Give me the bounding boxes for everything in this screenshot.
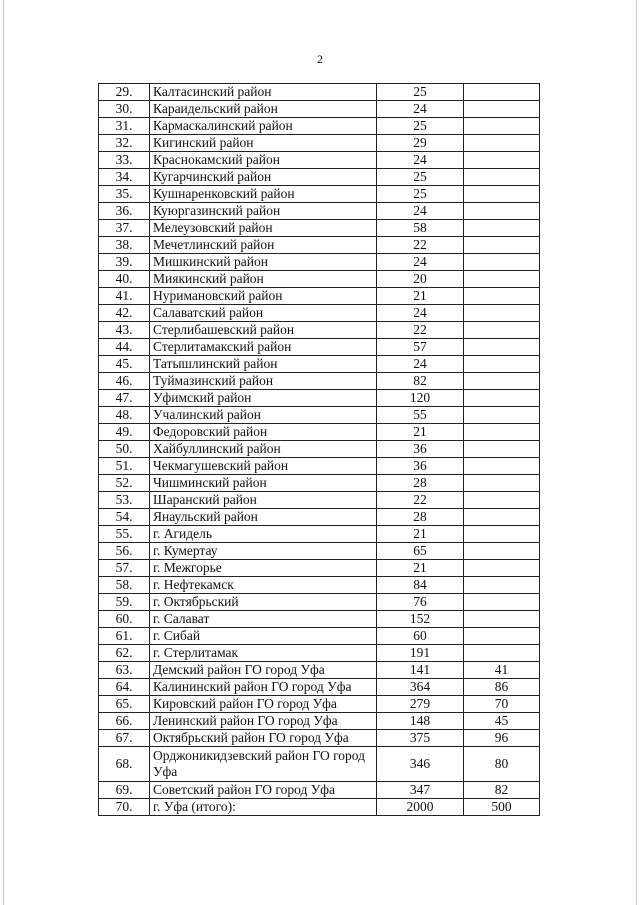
row-name: Орджоникидзевский район ГО город Уфа xyxy=(150,747,377,782)
row-name: г. Межгорье xyxy=(150,560,377,577)
table-row xyxy=(99,271,540,288)
row-value-1: 25 xyxy=(377,186,464,203)
row-value-1: 28 xyxy=(377,475,464,492)
row-number: 48. xyxy=(99,407,150,424)
table-row xyxy=(99,220,540,237)
row-value-1: 24 xyxy=(377,356,464,373)
row-value-2 xyxy=(464,152,540,169)
row-name: Мелеузовский район xyxy=(150,220,377,237)
row-value-1: 24 xyxy=(377,203,464,220)
table-row xyxy=(99,543,540,560)
row-number: 45. xyxy=(99,356,150,373)
table-row xyxy=(99,203,540,220)
table-row xyxy=(99,441,540,458)
row-value-2: 45 xyxy=(464,713,540,730)
row-name: Кировский район ГО город Уфа xyxy=(150,696,377,713)
row-value-1: 346 xyxy=(377,747,464,782)
table-row xyxy=(99,101,540,118)
table-row xyxy=(99,679,540,696)
row-name: Татышлинский район xyxy=(150,356,377,373)
scan-edge-right xyxy=(636,0,637,905)
row-name: Стерлибашевский район xyxy=(150,322,377,339)
row-value-1: 25 xyxy=(377,84,464,101)
row-value-2 xyxy=(464,458,540,475)
row-value-1: 58 xyxy=(377,220,464,237)
row-value-1: 36 xyxy=(377,441,464,458)
table-row xyxy=(99,662,540,679)
row-name: Караидельский район xyxy=(150,101,377,118)
row-value-2 xyxy=(464,526,540,543)
row-name: Уфимский район xyxy=(150,390,377,407)
table-row xyxy=(99,747,540,782)
row-name: Чекмагушевский район xyxy=(150,458,377,475)
row-name: Шаранский район xyxy=(150,492,377,509)
row-number: 46. xyxy=(99,373,150,390)
table-row xyxy=(99,526,540,543)
row-value-2 xyxy=(464,169,540,186)
row-value-2 xyxy=(464,390,540,407)
row-number: 41. xyxy=(99,288,150,305)
page-number: 2 xyxy=(317,52,323,66)
row-value-1: 24 xyxy=(377,152,464,169)
table-row xyxy=(99,339,540,356)
row-value-1: 21 xyxy=(377,526,464,543)
row-value-1: 191 xyxy=(377,645,464,662)
row-number: 52. xyxy=(99,475,150,492)
row-value-2 xyxy=(464,543,540,560)
row-value-2 xyxy=(464,373,540,390)
row-value-2 xyxy=(464,118,540,135)
table-row xyxy=(99,373,540,390)
row-number: 29. xyxy=(99,84,150,101)
row-number: 60. xyxy=(99,611,150,628)
row-number: 68. xyxy=(99,747,150,782)
row-value-2 xyxy=(464,339,540,356)
row-value-1: 279 xyxy=(377,696,464,713)
row-value-2: 41 xyxy=(464,662,540,679)
row-value-1: 29 xyxy=(377,135,464,152)
row-value-1: 21 xyxy=(377,424,464,441)
table-row xyxy=(99,458,540,475)
row-number: 63. xyxy=(99,662,150,679)
row-value-1: 55 xyxy=(377,407,464,424)
row-number: 59. xyxy=(99,594,150,611)
row-value-1: 21 xyxy=(377,560,464,577)
row-number: 54. xyxy=(99,509,150,526)
row-value-2 xyxy=(464,628,540,645)
row-name: г. Нефтекамск xyxy=(150,577,377,594)
row-number: 57. xyxy=(99,560,150,577)
table-row xyxy=(99,237,540,254)
table-row xyxy=(99,782,540,799)
row-value-1: 141 xyxy=(377,662,464,679)
row-value-1: 375 xyxy=(377,730,464,747)
row-number: 42. xyxy=(99,305,150,322)
data-table xyxy=(98,83,540,816)
row-value-1: 148 xyxy=(377,713,464,730)
row-number: 32. xyxy=(99,135,150,152)
row-value-1: 364 xyxy=(377,679,464,696)
row-number: 47. xyxy=(99,390,150,407)
row-number: 61. xyxy=(99,628,150,645)
row-number: 51. xyxy=(99,458,150,475)
row-value-1: 120 xyxy=(377,390,464,407)
row-value-1: 76 xyxy=(377,594,464,611)
row-name: Ленинский район ГО город Уфа xyxy=(150,713,377,730)
row-name: Янаульский район xyxy=(150,509,377,526)
table-row xyxy=(99,322,540,339)
row-value-2 xyxy=(464,407,540,424)
table-row xyxy=(99,594,540,611)
row-value-2 xyxy=(464,220,540,237)
row-name: Калтасинский район xyxy=(150,84,377,101)
row-value-1: 22 xyxy=(377,237,464,254)
row-number: 34. xyxy=(99,169,150,186)
table-row xyxy=(99,407,540,424)
scan-edge-left xyxy=(3,0,4,905)
table-row xyxy=(99,509,540,526)
row-value-2 xyxy=(464,203,540,220)
table-row xyxy=(99,288,540,305)
row-value-1: 25 xyxy=(377,169,464,186)
table-row xyxy=(99,696,540,713)
table-row xyxy=(99,628,540,645)
row-value-1: 22 xyxy=(377,322,464,339)
row-value-2: 70 xyxy=(464,696,540,713)
table-row xyxy=(99,730,540,747)
row-value-2 xyxy=(464,577,540,594)
row-name: Учалинский район xyxy=(150,407,377,424)
row-name: Кармаскалинский район xyxy=(150,118,377,135)
row-value-2: 86 xyxy=(464,679,540,696)
row-number: 55. xyxy=(99,526,150,543)
row-value-2 xyxy=(464,322,540,339)
row-value-1: 152 xyxy=(377,611,464,628)
row-name: г. Кумертау xyxy=(150,543,377,560)
row-name: Салаватский район xyxy=(150,305,377,322)
row-value-2 xyxy=(464,594,540,611)
row-name: Краснокамский район xyxy=(150,152,377,169)
table-row xyxy=(99,152,540,169)
table-row xyxy=(99,390,540,407)
row-name: Мишкинский район xyxy=(150,254,377,271)
row-value-2: 96 xyxy=(464,730,540,747)
row-value-2 xyxy=(464,645,540,662)
row-value-2 xyxy=(464,84,540,101)
row-name: Демский район ГО город Уфа xyxy=(150,662,377,679)
table-row xyxy=(99,799,540,816)
row-name: Миякинский район xyxy=(150,271,377,288)
row-number: 36. xyxy=(99,203,150,220)
row-value-1: 24 xyxy=(377,305,464,322)
row-value-2 xyxy=(464,101,540,118)
row-number: 53. xyxy=(99,492,150,509)
row-value-1: 65 xyxy=(377,543,464,560)
row-number: 64. xyxy=(99,679,150,696)
row-name: Кушнаренковский район xyxy=(150,186,377,203)
row-value-1: 20 xyxy=(377,271,464,288)
row-number: 49. xyxy=(99,424,150,441)
row-number: 58. xyxy=(99,577,150,594)
row-value-2 xyxy=(464,424,540,441)
row-value-2 xyxy=(464,560,540,577)
row-number: 65. xyxy=(99,696,150,713)
row-name: г. Стерлитамак xyxy=(150,645,377,662)
row-name: Нуримановский район xyxy=(150,288,377,305)
row-value-2 xyxy=(464,135,540,152)
row-value-2 xyxy=(464,611,540,628)
row-value-2: 500 xyxy=(464,799,540,816)
row-name: г. Агидель xyxy=(150,526,377,543)
row-name: Куюргазинский район xyxy=(150,203,377,220)
row-number: 43. xyxy=(99,322,150,339)
row-name: Стерлитамакский район xyxy=(150,339,377,356)
row-value-2 xyxy=(464,271,540,288)
row-value-1: 28 xyxy=(377,509,464,526)
row-name: Хайбуллинский район xyxy=(150,441,377,458)
row-name: Туймазинский район xyxy=(150,373,377,390)
table-row xyxy=(99,577,540,594)
row-name: Кугарчинский район xyxy=(150,169,377,186)
row-value-1: 25 xyxy=(377,118,464,135)
row-value-2 xyxy=(464,475,540,492)
row-number: 66. xyxy=(99,713,150,730)
row-number: 67. xyxy=(99,730,150,747)
row-value-2 xyxy=(464,305,540,322)
table-row xyxy=(99,560,540,577)
row-value-2 xyxy=(464,237,540,254)
table-row xyxy=(99,169,540,186)
row-number: 70. xyxy=(99,799,150,816)
table-row xyxy=(99,254,540,271)
row-number: 56. xyxy=(99,543,150,560)
table-row xyxy=(99,356,540,373)
row-name: Федоровский район xyxy=(150,424,377,441)
row-number: 35. xyxy=(99,186,150,203)
row-name: г. Сибай xyxy=(150,628,377,645)
row-value-2: 82 xyxy=(464,782,540,799)
table-row xyxy=(99,645,540,662)
row-value-1: 24 xyxy=(377,101,464,118)
row-name: Чишминский район xyxy=(150,475,377,492)
row-number: 69. xyxy=(99,782,150,799)
row-number: 39. xyxy=(99,254,150,271)
row-number: 62. xyxy=(99,645,150,662)
table-row xyxy=(99,84,540,101)
row-name: Кигинский район xyxy=(150,135,377,152)
row-value-1: 22 xyxy=(377,492,464,509)
row-value-2 xyxy=(464,288,540,305)
row-value-1: 36 xyxy=(377,458,464,475)
row-value-1: 21 xyxy=(377,288,464,305)
row-value-1: 60 xyxy=(377,628,464,645)
row-number: 44. xyxy=(99,339,150,356)
row-name: Октябрьский район ГО город Уфа xyxy=(150,730,377,747)
table-body xyxy=(99,84,540,816)
row-value-1: 347 xyxy=(377,782,464,799)
row-name: г. Салават xyxy=(150,611,377,628)
table-row xyxy=(99,424,540,441)
table-row xyxy=(99,492,540,509)
row-value-1: 24 xyxy=(377,254,464,271)
row-number: 37. xyxy=(99,220,150,237)
table-row xyxy=(99,305,540,322)
row-name: г. Уфа (итого): xyxy=(150,799,377,816)
table-row xyxy=(99,186,540,203)
row-number: 38. xyxy=(99,237,150,254)
row-value-1: 82 xyxy=(377,373,464,390)
row-value-2 xyxy=(464,254,540,271)
row-number: 40. xyxy=(99,271,150,288)
row-number: 31. xyxy=(99,118,150,135)
row-value-2 xyxy=(464,441,540,458)
row-name: Советский район ГО город Уфа xyxy=(150,782,377,799)
row-number: 33. xyxy=(99,152,150,169)
row-value-2: 80 xyxy=(464,747,540,782)
table-row xyxy=(99,611,540,628)
row-name: Калининский район ГО город Уфа xyxy=(150,679,377,696)
table-row xyxy=(99,713,540,730)
row-value-2 xyxy=(464,186,540,203)
row-number: 50. xyxy=(99,441,150,458)
row-name: Мечетлинский район xyxy=(150,237,377,254)
table-row xyxy=(99,118,540,135)
table-row xyxy=(99,135,540,152)
row-number: 30. xyxy=(99,101,150,118)
row-value-2 xyxy=(464,509,540,526)
table-row xyxy=(99,475,540,492)
row-value-1: 84 xyxy=(377,577,464,594)
row-value-2 xyxy=(464,356,540,373)
row-value-2 xyxy=(464,492,540,509)
row-name: г. Октябрьский xyxy=(150,594,377,611)
row-value-1: 2000 xyxy=(377,799,464,816)
row-value-1: 57 xyxy=(377,339,464,356)
